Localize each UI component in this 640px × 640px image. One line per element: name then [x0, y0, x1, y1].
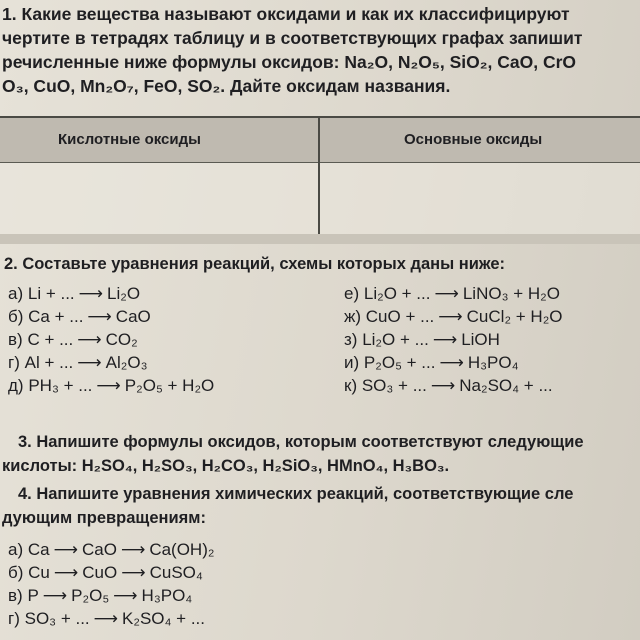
- task2-left-column: [8, 282, 214, 397]
- table-header-acidic: Кислотные оксиды: [58, 131, 201, 148]
- task4-line1: 4. Напишите уравнения химических реакций, соответствующие сле: [18, 485, 574, 503]
- equation-e: е) Li₂O + ... ⟶ LiNO₃ + H₂O: [344, 284, 560, 303]
- equation-d: д) PH₃ + ... ⟶ P₂O₅ + H₂O: [8, 376, 215, 395]
- task3-line1: 3. Напишите формулы оксидов, которым соответствуют следующие: [18, 433, 584, 451]
- task4-chains: [8, 538, 214, 630]
- section-divider: [0, 234, 640, 244]
- equation-a: а) Li + ... ⟶ Li₂O: [8, 284, 141, 303]
- task1-line1: 1. Какие вещества называют оксидами и как их классифицируют: [2, 4, 570, 24]
- equation-g: г) Al + ... ⟶ Al₂O₃: [8, 353, 148, 372]
- equation-z: з) Li₂O + ... ⟶ LiOH: [344, 330, 500, 349]
- task1-line3: речисленные ниже формулы оксидов: Na₂O, N₂O₅, SiO₂, CaO, CrO: [2, 52, 577, 72]
- table-header-basic: Основные оксиды: [404, 131, 543, 148]
- task4-line2: дующим превращениям:: [2, 509, 206, 527]
- chain-a: а) Ca ⟶ CaO ⟶ Ca(OH)₂: [8, 540, 215, 559]
- task2-right-column: [344, 282, 563, 397]
- equation-i: и) P₂O₅ + ... ⟶ H₃PO₄: [344, 353, 519, 372]
- task1-line2: чертите в тетрадях таблицу и в соответствующих графах запишит: [2, 28, 583, 48]
- task2-title: 2. Составьте уравнения реакций, схемы которых даны ниже:: [4, 255, 506, 273]
- oxide-table: [0, 116, 640, 238]
- task1-line4: O₃, CuO, Mn₂O₇, FeO, SO₂. Дайте оксидам названия.: [2, 76, 451, 96]
- chain-g: г) SO₃ + ... ⟶ K₂SO₄ + ...: [8, 609, 205, 628]
- oxide-table-header: [0, 118, 640, 163]
- task3-line2: кислоты: H₂SO₄, H₂SO₃, H₂CO₃, H₂SiO₃, HMnO₄, H₃BO₃.: [2, 457, 450, 475]
- table-column-divider: [318, 118, 320, 236]
- equation-k: к) SO₃ + ... ⟶ Na₂SO₄ + ...: [344, 376, 553, 395]
- equation-zh: ж) CuO + ... ⟶ CuCl₂ + H₂O: [344, 307, 563, 326]
- equation-v: в) C + ... ⟶ CO₂: [8, 330, 138, 349]
- chain-v: в) P ⟶ P₂O₅ ⟶ H₃PO₄: [8, 586, 193, 605]
- equation-b: б) Ca + ... ⟶ CaO: [8, 307, 151, 326]
- chain-b: б) Cu ⟶ CuO ⟶ CuSO₄: [8, 563, 203, 582]
